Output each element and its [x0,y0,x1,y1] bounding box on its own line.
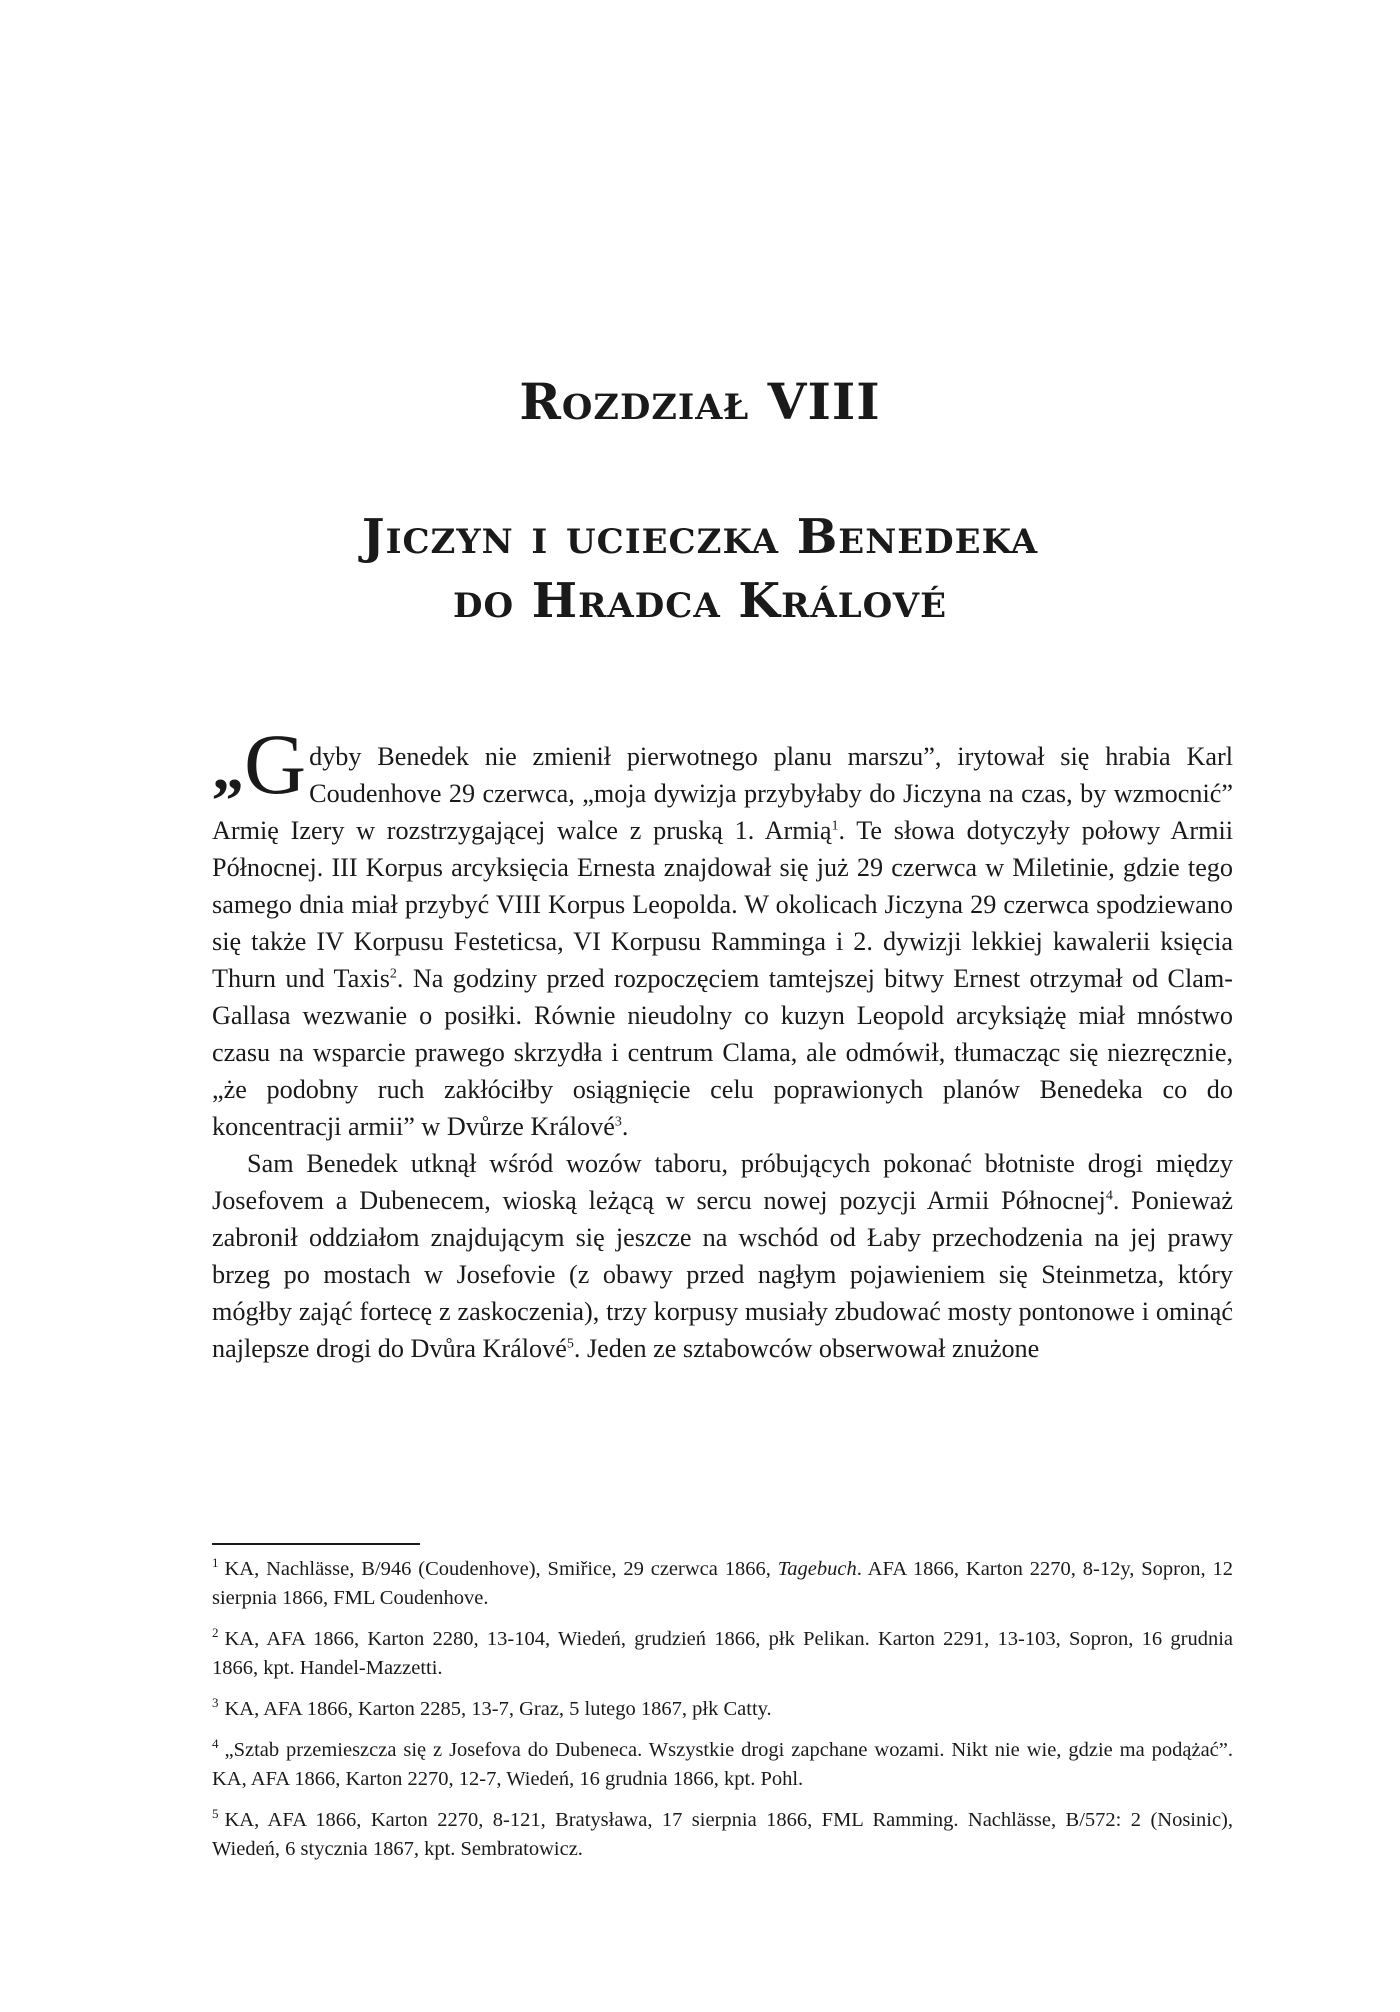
chapter-label: Rozdział VIII [519,372,881,431]
footnote-number: 2 [212,1625,219,1641]
footnote-italic: Tagebuch [777,1558,857,1580]
footnote-3 [212,1695,1233,1724]
footnote-ref[interactable]: 2 [389,966,397,982]
footnote-text: KA, AFA 1866, Karton 2270, 8-121, Bratysława, 17 sierpnia 1866, FML Ramming. Nachlässe, B/572: 2 (Nosinic), Wiedeń, 6 stycznia 1867, kpt. Sembratowicz. [212,1809,1233,1860]
paragraph-text: Sam Benedek utknął wśród wozów taboru, próbujących pokonać błotniste drogi między Josefovem a Dubenecem, wioską leżącą w sercu nowej pozycji Armii Północnej [212,1149,1233,1215]
paragraph-text: . Na godziny przed rozpoczęciem tamtejszej bitwy Ernest otrzymał od Clam-Gallasa wezwanie o posiłki. Równie nieudolny co kuzyn Leopold arcyksiążę miał mnóstwo czasu na wsparcie prawego skrzydła i centrum Clama, ale odmówił, tłumacząc się niezręcznie, „że podobny ruch zakłóciłby osiągnięcie celu poprawionych planów Benedeka co do koncentracji armii” w Dvůrze Králové [212,964,1233,1141]
paragraph-text: . [621,1112,629,1141]
footnote-1 [212,1555,1233,1613]
footnote-5 [212,1806,1233,1864]
drop-cap-quote: „ [212,732,244,803]
paragraph-text: . Jeden ze sztabowców obserwował znużone [573,1334,1040,1363]
paragraph-text: . Te słowa dotyczyły połowy Armii Północnej. III Korpus arcyksięcia Ernesta znajdował się już 29 czerwca w Miletinie, gdzie tego samego dnia miał przybyć VIII Korpus Leopolda. W okolicach Jiczyna 29 czerwca spodziewano się także IV Korpusu Festeticsa, VI Korpusu Ramminga i 2. dywizji lekkiej kawalerii księcia Thurn und Taxis [212,816,1233,993]
chapter-title-line-2: do Hradca Králové [452,573,947,629]
footnote-ref[interactable]: 5 [566,1336,574,1352]
footnote-ref[interactable]: 1 [831,818,839,834]
footnote-text: „Sztab przemieszcza się z Josefova do Dubeneca. Wszystkie drogi zapchane wozami. Nikt nie wie, gdzie ma podążać”. KA, AFA 1866, Karton 2270, 12-7, Wiedeń, 16 grudnia 1866, kpt. Pohl. [212,1739,1233,1790]
footnote-text: KA, AFA 1866, Karton 2280, 13-104, Wiedeń, grudzień 1866, płk Pelikan. Karton 2291, 13-103, Sopron, 16 grudnia 1866, kpt. Handel-Mazzetti. [212,1628,1233,1679]
paragraph-1 [212,716,1233,1145]
body-text [212,716,1233,1367]
footnote-ref[interactable]: 3 [614,1114,622,1130]
drop-cap [212,716,307,812]
paragraph-text: . Ponieważ zabronił oddziałom znajdującym się jeszcze na wschód od Łaby przechodzenia na jej prawy brzeg po mostach w Josefovie (z obawy przed nagłym pojawieniem się Steinmetza, który mógłby zająć fortecę z zaskoczenia), trzy korpusy musiały zbudować mosty pontonowe i ominąć najlepsze drogi do Dvůra Králové [212,1186,1233,1363]
footnote-number: 5 [212,1806,219,1822]
footnote-text: KA, AFA 1866, Karton 2285, 13-7, Graz, 5 lutego 1867, płk Catty. [224,1698,772,1720]
footnote-text: KA, Nachlässe, B/946 (Coudenhove), Smiřice, 29 czerwca 1866, [224,1558,778,1580]
paragraph-text: dyby Benedek nie zmienił pierwotnego planu marszu”, irytował się hrabia Karl Coudenhove 29 czerwca, „moja dywizja przybyłaby do Jiczyna na czas, by wzmocnić” Armię Izery w rozstrzygającej walce z pruską 1. Armią [212,742,1233,845]
chapter-title [150,505,1250,633]
footnote-text: . AFA 1866, Karton 2270, 8-12y, Sopron, 12 sierpnia 1866, FML Coudenhove. [212,1558,1234,1609]
footnote-4 [212,1736,1233,1794]
footnote-divider [212,1543,420,1545]
footnote-number: 4 [212,1736,219,1752]
footnotes [212,1555,1233,1876]
footnote-number: 3 [212,1695,219,1711]
footnote-ref[interactable]: 4 [1105,1188,1113,1204]
chapter-title-line-1: Jiczyn i ucieczka Benedeka [361,509,1039,565]
paragraph-2 [212,1145,1233,1367]
footnote-2 [212,1625,1233,1683]
drop-cap-letter: G [244,716,307,812]
footnote-number: 1 [212,1555,219,1571]
